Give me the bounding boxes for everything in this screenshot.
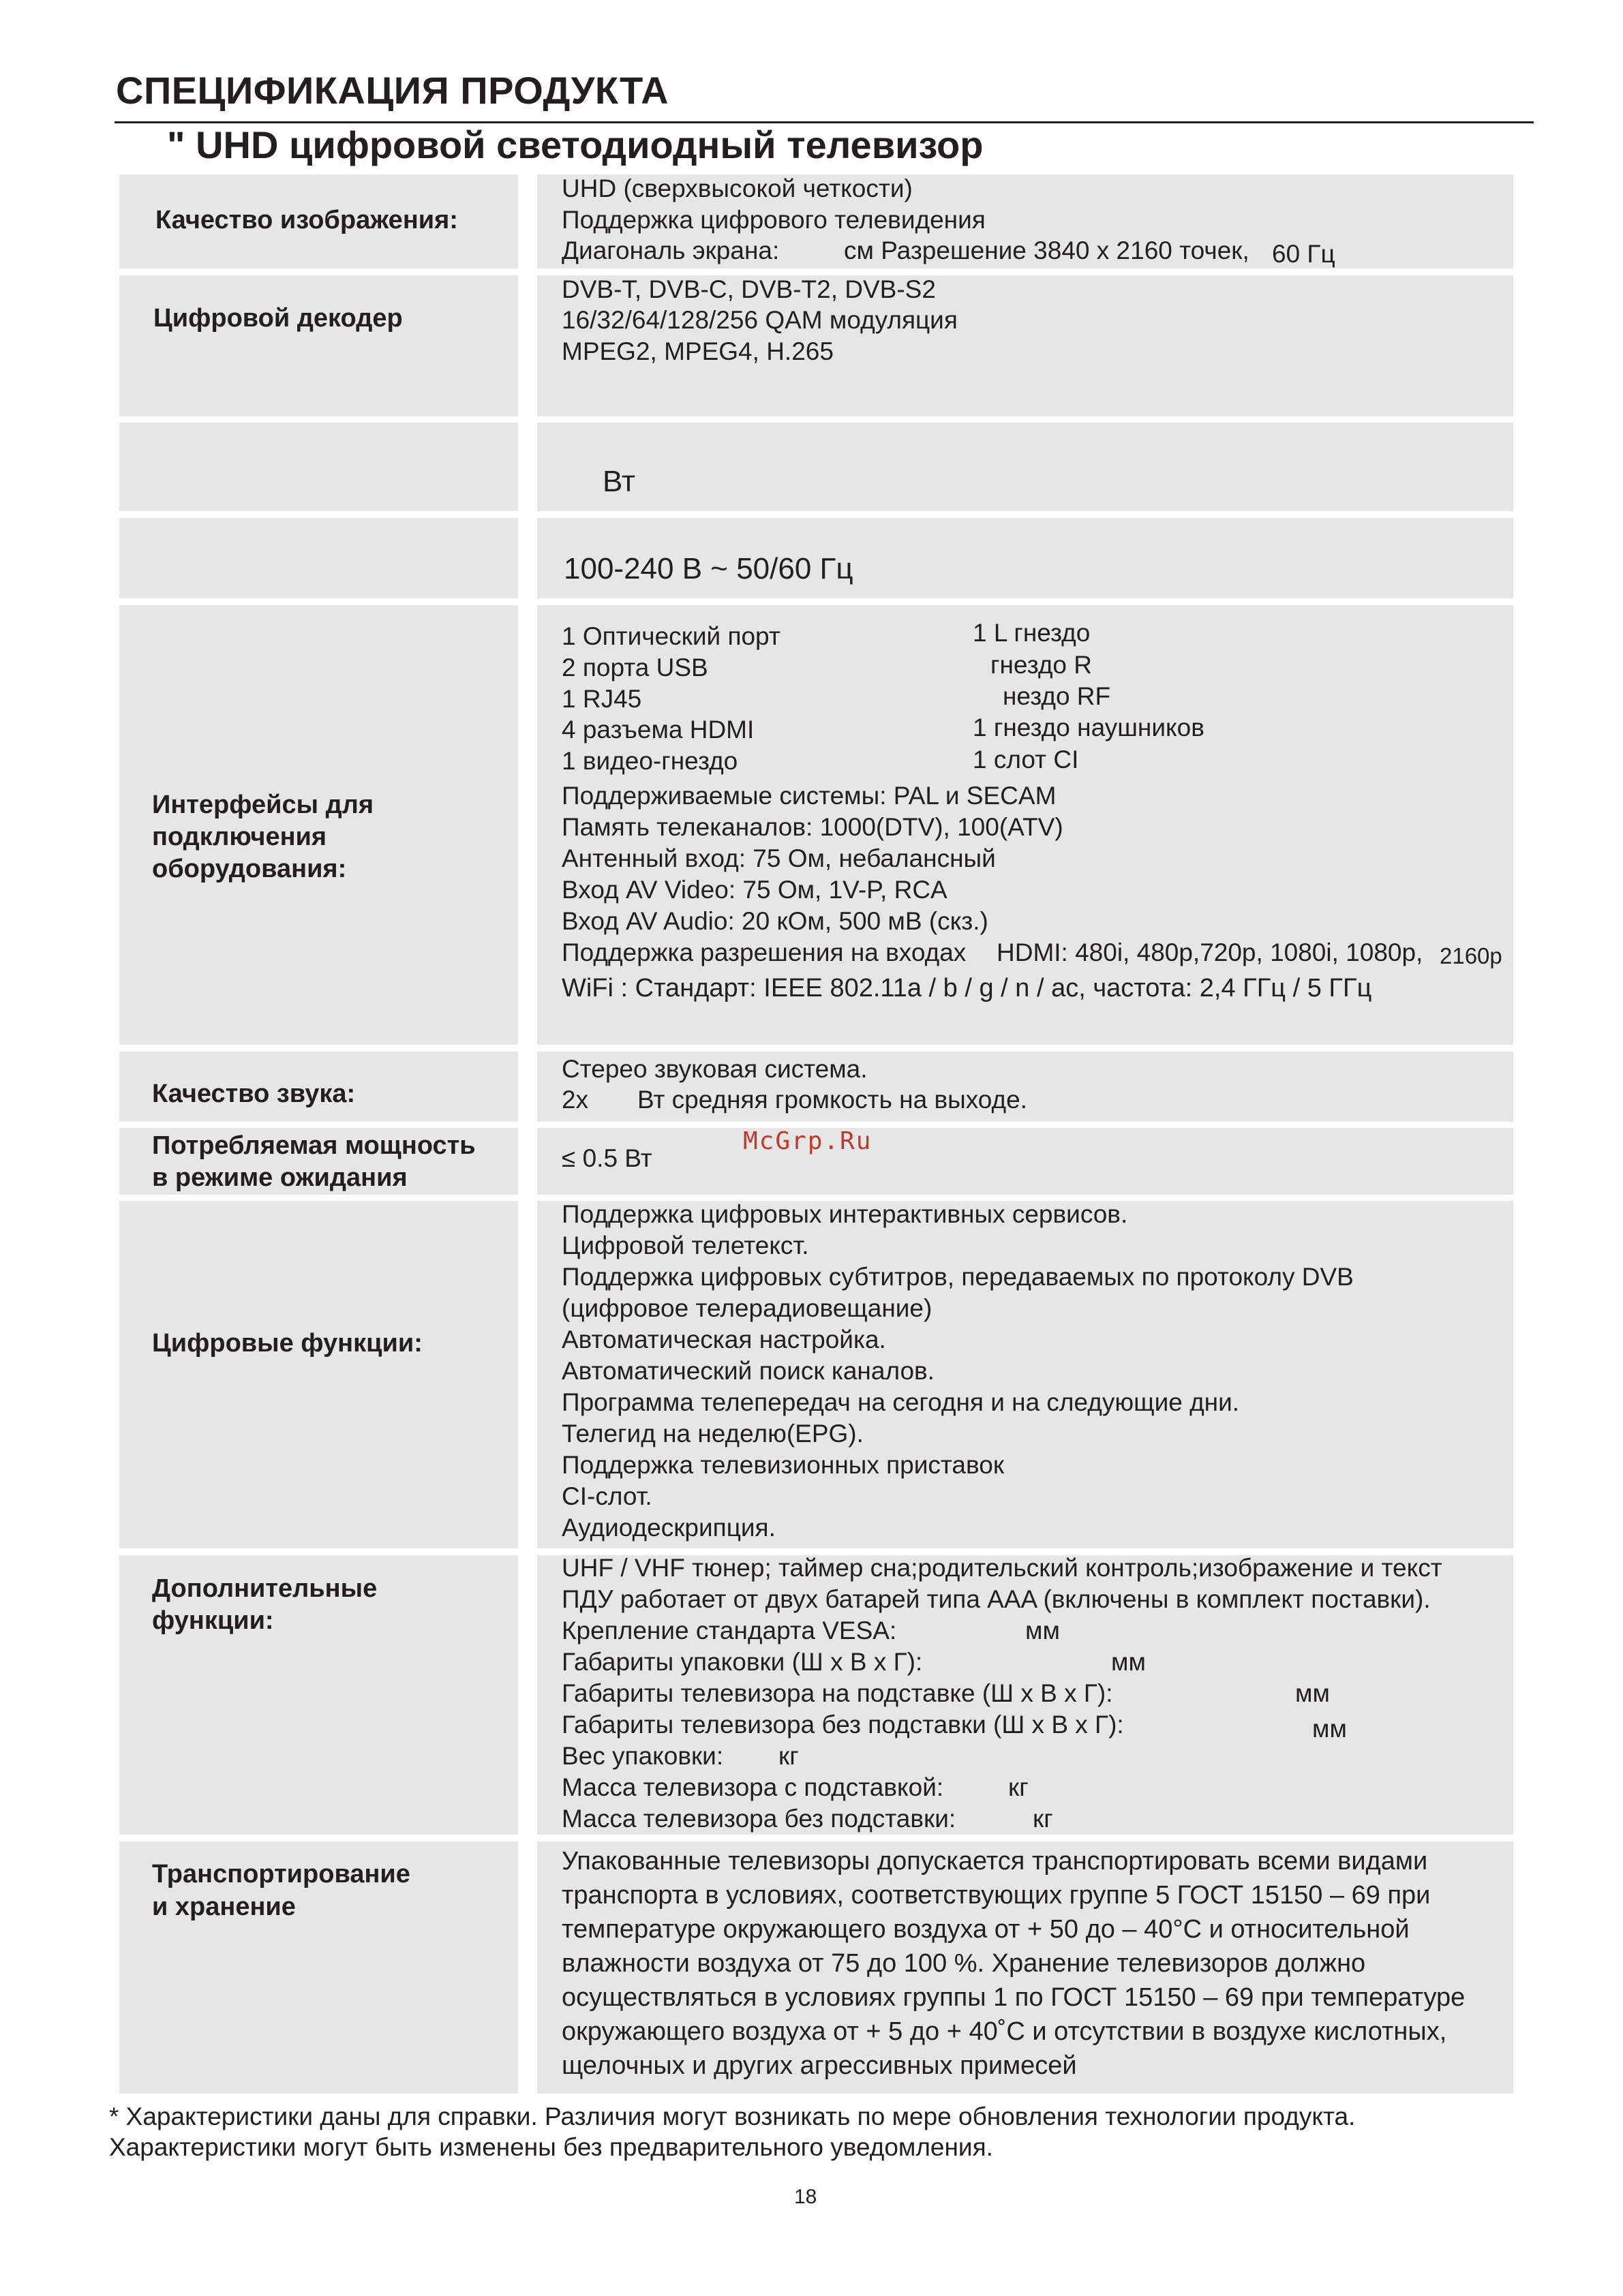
sound-channels: 2x [562, 1086, 589, 1114]
digital-line-11: Аудиодескрипция. [562, 1514, 776, 1542]
picture-line-3: Диагональ экрана: [562, 236, 780, 264]
unit-without-stand-kg: кг [1033, 1805, 1053, 1833]
port-audio-l: 1 L гнездо [973, 619, 1091, 647]
picture-line-2: Поддержка цифрового телевидения [562, 206, 986, 234]
digital-line-7: Программа телепередач на сегодня и на следующие дни. [562, 1388, 1240, 1416]
row-extra-label-1: Дополнительные [152, 1574, 378, 1603]
row-interfaces-label-1: Интерфейсы для [152, 791, 374, 819]
row-digital-label-cell [119, 1201, 518, 1548]
port-usb: 2 порта USB [562, 654, 708, 682]
port-ci-slot: 1 слот CI [973, 746, 1079, 774]
standby-value: ≤ 0.5 Вт [562, 1144, 652, 1172]
digital-line-1: Поддержка цифровых интерактивных сервисов. [562, 1200, 1128, 1228]
digital-line-3: Поддержка цифровых субтитров, передаваемых по протоколу DVB [562, 1263, 1354, 1291]
row-transport-label-2: и хранение [152, 1893, 296, 1921]
interfaces-wifi: WiFi : Стандарт: IEEE 802.11a / b / g / n / ac, частота: 2,4 ГГц / 5 ГГц [562, 974, 1372, 1002]
digital-line-8: Телегид на неделю(EPG). [562, 1420, 864, 1448]
footnote-line-1: * Характеристики даны для справки. Различия могут возникать по мере обновления технологии продукта. [109, 2102, 1356, 2130]
transport-line-2: транспорта в условиях, соответствующих группе 5 ГОСТ 15150 – 69 при [562, 1881, 1431, 1910]
unit-package-kg: кг [778, 1742, 799, 1770]
interfaces-resolution-hdmi: HDMI: 480i, 480p,720p, 1080i, 1080p, [997, 938, 1423, 966]
decoder-line-3: MPEG2, MPEG4, H.265 [562, 337, 834, 365]
sound-output: Вт средняя громкость на выходе. [637, 1086, 1028, 1114]
picture-line-1: UHD (сверхвысокой четкости) [562, 174, 913, 202]
row-interfaces-label-3: оборудования: [152, 855, 347, 883]
extra-package-dims: Габариты упаковки (Ш x В x Г): [562, 1648, 923, 1676]
interfaces-resolution-label: Поддержка разрешения на входах [562, 938, 967, 966]
row-interfaces-label-2: подключения [152, 823, 327, 851]
transport-line-6: окружающего воздуха от + 5 до + 40˚С и отсутствии в воздухе кислотных, [562, 2017, 1447, 2046]
sound-line-1: Стерео звуковая система. [562, 1055, 868, 1083]
port-audio-r: гнездо R [990, 651, 1093, 679]
extra-dims-with-stand: Габариты телевизора на подставке (Ш x В x Г): [562, 1679, 1113, 1707]
transport-line-3: температуре окружающего воздуха от + 50 до – 40°С и относительной [562, 1915, 1410, 1944]
digital-line-4: (цифровое телерадиовещание) [562, 1294, 932, 1322]
extra-vesa: Крепление стандарта VESA: [562, 1617, 897, 1644]
interfaces-resolution-2160p: 2160p [1440, 943, 1502, 968]
digital-line-10: CI-слот. [562, 1482, 652, 1510]
transport-line-5: осуществляться в условиях группы 1 по ГОСТ 15150 – 69 при температуре [562, 1983, 1466, 2012]
row-extra-label-2: функции: [152, 1606, 274, 1635]
interfaces-channel-memory: Память телеканалов: 1000(DTV), 100(ATV) [562, 813, 1063, 841]
interfaces-av-audio: Вход AV Audio: 20 кОм, 500 мВ (скз.) [562, 907, 988, 935]
picture-resolution: см Разрешение 3840 x 2160 точек, [844, 236, 1249, 264]
unit-with-stand-mm: мм [1295, 1679, 1330, 1707]
port-hdmi: 4 разъема HDMI [562, 716, 755, 744]
watermark-text: McGrp.Ru [743, 1127, 873, 1155]
interfaces-av-video: Вход AV Video: 75 Ом, 1V-P, RCA [562, 876, 947, 904]
row-voltage-label-cell [119, 518, 518, 598]
row-power-label-cell [119, 423, 518, 511]
digital-line-6: Автоматический поиск каналов. [562, 1357, 935, 1385]
row-sound-label: Качество звука: [152, 1080, 356, 1108]
row-power-value-cell [537, 423, 1513, 511]
extra-line-2: ПДУ работает от двух батарей типа AAA (включены в комплект поставки). [562, 1585, 1431, 1613]
port-headphones: 1 гнездо наушников [973, 714, 1204, 741]
transport-line-7: щелочных и других агрессивных примесей [562, 2051, 1077, 2080]
extra-weight-without-stand: Масса телевизора без подставки: [562, 1805, 956, 1833]
row-standby-value-cell [537, 1128, 1513, 1195]
port-video: 1 видео-гнездо [562, 747, 738, 775]
row-picture-label: Качество изображения: [155, 206, 458, 234]
unit-with-stand-kg: кг [1008, 1773, 1029, 1801]
extra-weight-with-stand: Масса телевизора с подставкой: [562, 1773, 944, 1801]
row-decoder-label-cell [119, 275, 518, 416]
decoder-line-2: 16/32/64/128/256 QAM модуляция [562, 306, 958, 334]
row-digital-label: Цифровые функции: [152, 1329, 423, 1358]
unit-vesa-mm: мм [1025, 1617, 1060, 1644]
picture-refresh-rate: 60 Гц [1272, 240, 1335, 268]
page-subtitle: " UHD цифровой светодиодный телевизор [167, 123, 984, 166]
port-rf: нездо RF [1003, 682, 1111, 710]
unit-without-stand-mm: мм [1312, 1715, 1347, 1743]
row-standby-label-1: Потребляемая мощность [152, 1131, 476, 1160]
extra-package-weight: Вес упаковки: [562, 1742, 724, 1770]
digital-line-9: Поддержка телевизионных приставок [562, 1451, 1005, 1479]
extra-line-1: UHF / VHF тюнер; таймер сна;родительский контроль;изображение и текст [562, 1554, 1442, 1582]
extra-dims-without-stand: Габариты телевизора без подставки (Ш x В x Г): [562, 1711, 1124, 1739]
row-transport-label-1: Транспортирование [152, 1860, 410, 1888]
interfaces-systems: Поддерживаемые системы: PAL и SECAM [562, 782, 1057, 810]
page-title: СПЕЦИФИКАЦИЯ ПРОДУКТА [116, 69, 669, 112]
transport-line-4: влажности воздуха от 75 до 100 %. Хранение телевизоров должно [562, 1949, 1366, 1978]
footnote-line-2: Характеристики могут быть изменены без предварительного уведомления. [109, 2133, 993, 2161]
power-value: Вт [603, 465, 636, 498]
decoder-line-1: DVB-T, DVB-C, DVB-T2, DVB-S2 [562, 275, 936, 303]
digital-line-5: Автоматическая настройка. [562, 1326, 886, 1353]
transport-line-1: Упакованные телевизоры допускается транспортировать всеми видами [562, 1847, 1428, 1876]
unit-package-mm: мм [1111, 1648, 1146, 1676]
interfaces-antenna: Антенный вход: 75 Ом, небалансный [562, 844, 996, 872]
digital-line-2: Цифровой телетекст. [562, 1231, 809, 1259]
row-decoder-label: Цифровой декодер [153, 304, 403, 333]
port-optical: 1 Оптический порт [562, 622, 780, 650]
row-standby-label-2: в режиме ожидания [152, 1163, 408, 1192]
port-rj45: 1 RJ45 [562, 685, 642, 713]
voltage-value: 100-240 В ~ 50/60 Гц [564, 552, 853, 585]
page-number: 18 [794, 2186, 817, 2208]
